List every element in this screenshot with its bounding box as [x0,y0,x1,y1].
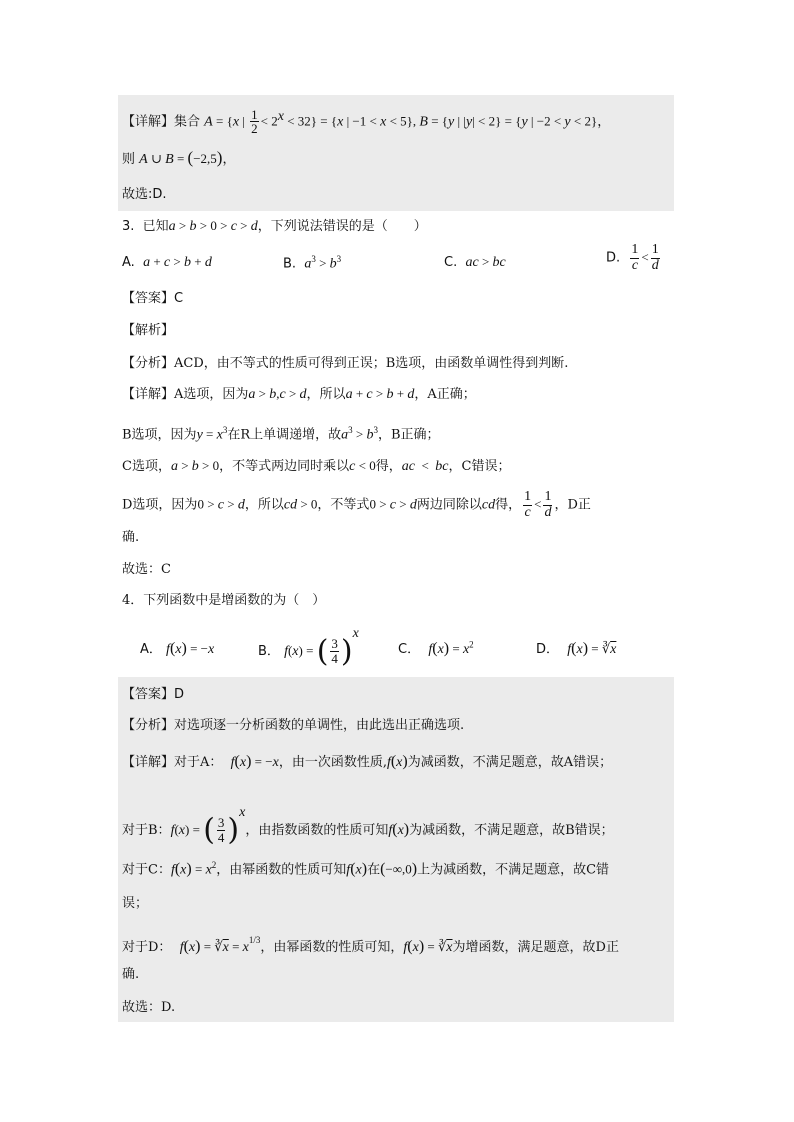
q3-option-b: B. $a^3 > b^3$ [283,254,342,272]
q4-detail-d2: 确. [122,967,140,982]
q4-option-c: C． $f(x) = x^2$ [398,639,474,657]
q3-analysis-head: 【解析】 [122,323,175,338]
q3-option-d: D. $\frac{1}{c}$ < $\frac{1}{d}$ [606,242,659,273]
q4-detail-a: 【详解】对于A： f(x) = −x，由一次函数性质,f(x)为减函数，不满足题意，故A错误； [122,753,613,770]
q4-analysis: 【分析】对选项逐一分析函数的单调性，由此选出正确选项. [122,718,465,733]
q2-detail-text: 集合 [174,114,201,130]
q3-detail-d2: 确. [122,530,140,545]
q4-detail-b: 对于B：f(x) = ( $\frac{3}{4}$ )$^x$，由指数函数的性质可知f(x)为减函数，不满足题意，故B错误； [122,805,614,848]
q2-detail-math: A [204,114,213,130]
q3-choose: 故选：C [122,562,171,577]
q3-detail-c: C选项，a > b > 0，不等式两边同时乘以c < 0得，ac < bc，C错误； [122,458,511,474]
q4-detail-c1: 对于C：$f(x) = x^2$，由幂函数的性质可知f(x)在(−∞,0)上为减函数，不满足题意，故C错 [122,860,610,878]
q3-detail-d1: D选项，因为0 > c > d，所以cd > 0，不等式0 > c > d两边同除以cd得， $\frac{1}{c}$ < $\frac{1}{d}$ ，D正 [122,489,591,520]
q4-stem: 4．下列函数中是增函数的为（ ） [122,593,326,608]
q2-union-line: 则 A ∪ B = (−2,5)， [122,148,236,167]
q4-option-a: A． f(x) = −x [140,640,215,657]
q3-detail-a: 【详解】A选项，因为a > b,c > d，所以a + c > b + d，A正确； [122,386,476,402]
q2-detail-line: 【详解】集合 A = {x | $\frac{1}{2}$ < $2^x < 32\} = \{x$ | −1 < x < 5}, B = {y | |y| < 2} = {y | −2 < y < 2}， [122,106,611,137]
q3-answer: 【答案】C [122,291,184,306]
q4-option-d: D． $f(x) = ∛\overline{x}$ [536,640,617,657]
q4-answer: 【答案】D [122,687,185,702]
q3-stem: 3. 已知a > b > 0 > c > d，下列说法错误的是（ ） [122,218,427,234]
q3-option-a: A. a + c > b + d [122,254,212,270]
q4-detail-d1: 对于D： $f(x) = ∛\overline{x} = x^{1/3}$，由幂函数的性质可知，$f(x) = ∛\overline{x}$为增函数，满足题意，故D正 [122,935,619,955]
q2-choose: 故选:D. [122,187,167,202]
q2-union-prefix: 则 [122,152,136,167]
q3-option-c: C. ac > bc [444,254,506,270]
q3-analysis: 【分析】ACD，由不等式的性质可得到正误；B选项，由函数单调性得到判断. [122,356,569,371]
q4-option-b: B． f(x) = ( $\frac{3}{4}$ )$^x$ [258,626,359,669]
q4-detail-c2: 误； [122,896,149,911]
q3-detail-b: B选项，因为$y = x^3$在R上单调递增，故$a^3 > b^3$，B正确； [122,425,440,443]
q2-detail-tag: 【详解】 [122,114,175,130]
q4-choose: 故选：D. [122,1000,176,1015]
